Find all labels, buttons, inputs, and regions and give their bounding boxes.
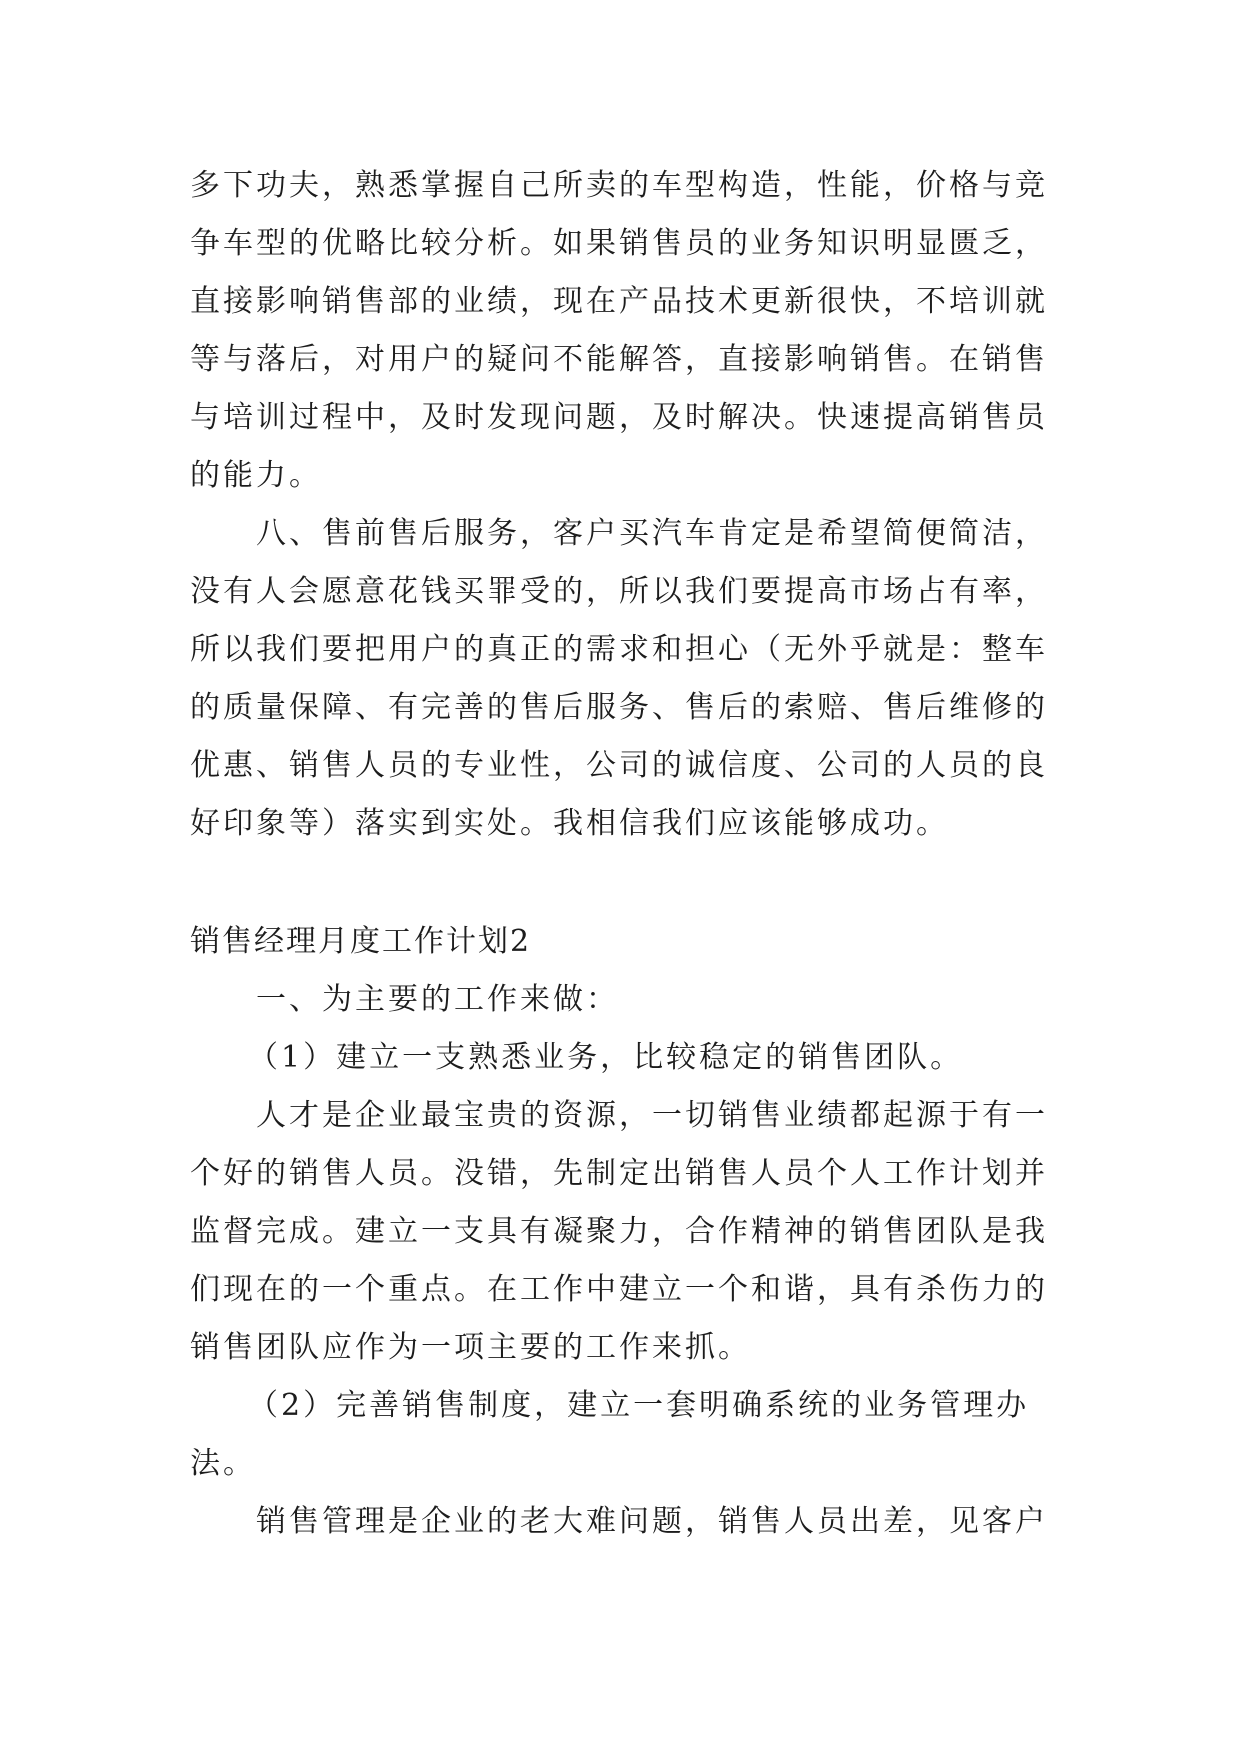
paragraph-line: 的能力。 [190, 458, 322, 493]
paragraph-line: 优惠、销售人员的专业性，公司的诚信度、公司的人员的良 [190, 748, 1048, 783]
paragraph-line: 没有人会愿意花钱买罪受的，所以我们要提高市场占有率， [190, 574, 1048, 609]
paragraph-after-sales-service [190, 505, 1070, 853]
paragraph-line: 等与落后，对用户的疑问不能解答，直接影响销售。在销售 [190, 342, 1048, 377]
section-title: 销售经理月度工作计划2 [190, 924, 532, 959]
paragraph-line: 直接影响销售部的业绩，现在产品技术更新很快，不培训就 [190, 284, 1048, 319]
paragraph-line: 的质量保障、有完善的售后服务、售后的索赔、售后维修的 [190, 690, 1048, 725]
paragraph-line: 人才是企业最宝贵的资源，一切销售业绩都起源于有一 [256, 1098, 1048, 1133]
subheading-line: 一、为主要的工作来做： [256, 982, 619, 1017]
paragraph-line: 多下功夫，熟悉掌握自己所卖的车型构造，性能，价格与竞 [190, 168, 1048, 203]
paragraph-line: 个好的销售人员。没错，先制定出销售人员个人工作计划并 [190, 1156, 1048, 1191]
subheading-line: （1）建立一支熟悉业务，比较稳定的销售团队。 [248, 1040, 964, 1075]
paragraph-line: 法。 [190, 1446, 256, 1481]
section-body [190, 971, 1070, 1551]
paragraph-line: 销售团队应作为一项主要的工作来抓。 [190, 1330, 751, 1365]
paragraph-line: 监督完成。建立一支具有凝聚力，合作精神的销售团队是我 [190, 1214, 1048, 1249]
paragraph-line: 们现在的一个重点。在工作中建立一个和谐，具有杀伤力的 [190, 1272, 1048, 1307]
subheading-line: （2）完善销售制度，建立一套明确系统的业务管理办 [248, 1388, 1030, 1423]
paragraph-line: 所以我们要把用户的真正的需求和担心（无外乎就是：整车 [190, 632, 1048, 667]
paragraph-line: 好印象等）落实到实处。我相信我们应该能够成功。 [190, 806, 949, 841]
paragraph-line: 与培训过程中，及时发现问题，及时解决。快速提高销售员 [190, 400, 1048, 435]
paragraph-line: 八、售前售后服务，客户买汽车肯定是希望简便简洁， [256, 516, 1048, 551]
paragraph-product-knowledge [190, 157, 1070, 505]
paragraph-line: 争车型的优略比较分析。如果销售员的业务知识明显匮乏， [190, 226, 1048, 261]
paragraph-line: 销售管理是企业的老大难问题，销售人员出差，见客户 [256, 1504, 1048, 1539]
